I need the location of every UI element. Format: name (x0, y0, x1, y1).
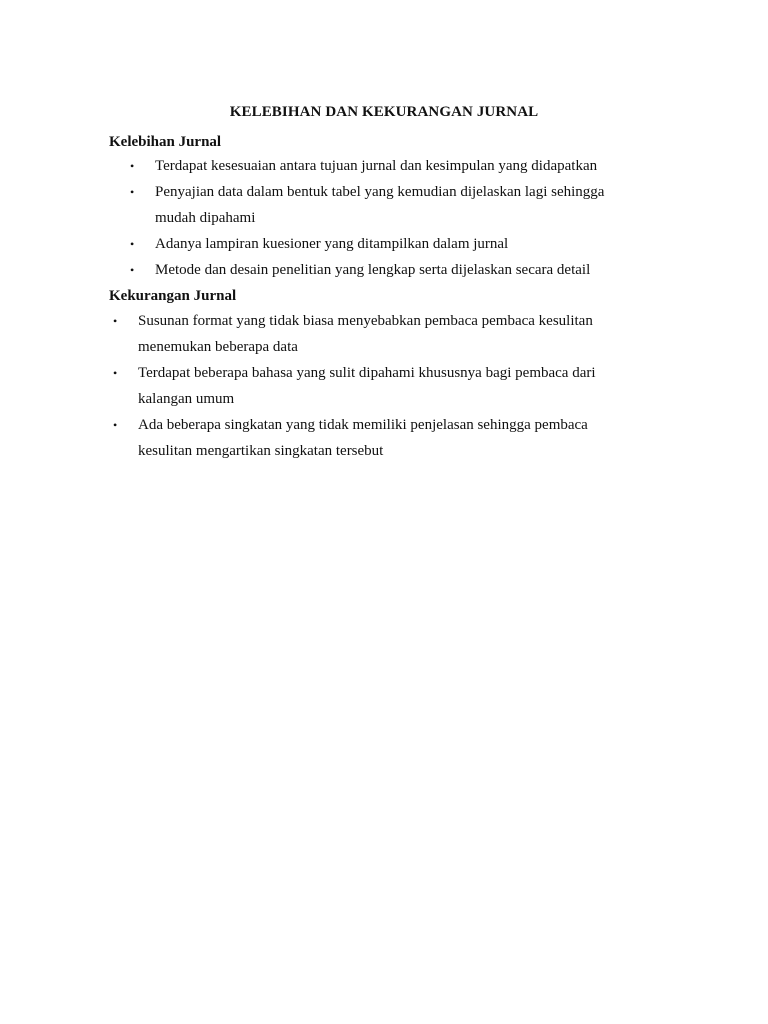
list-item (130, 179, 635, 231)
list-item-text: Susunan format yang tidak biasa menyebabkan pembaca pembaca kesulitan menemukan beberapa data (138, 313, 593, 355)
list-item (113, 360, 628, 412)
list-item-text: Terdapat beberapa bahasa yang sulit dipahami khususnya bagi pembaca dari kalangan umum (138, 365, 596, 407)
document-title: KELEBIHAN DAN KEKURANGAN JURNAL (229, 104, 539, 120)
list-item (130, 231, 635, 257)
bullet-icon: • (113, 418, 118, 432)
list-item-text: Terdapat kesesuaian antara tujuan jurnal dan kesimpulan yang didapatkan (155, 158, 598, 174)
bullet-icon: • (130, 237, 135, 251)
bullet-icon: • (113, 314, 118, 328)
kekurangan-list (113, 308, 628, 464)
kelebihan-heading: Kelebihan Jurnal (109, 134, 222, 150)
list-item-text: Adanya lampiran kuesioner yang ditampilkan dalam jurnal (155, 236, 509, 252)
kekurangan-heading: Kekurangan Jurnal (109, 288, 237, 304)
list-item (130, 153, 635, 179)
bullet-icon: • (130, 185, 135, 199)
list-item (113, 412, 628, 464)
list-item (130, 257, 635, 283)
list-item (113, 308, 628, 360)
bullet-icon: • (113, 366, 118, 380)
kelebihan-list (130, 153, 635, 283)
bullet-icon: • (130, 159, 135, 173)
list-item-text: Metode dan desain penelitian yang lengkap serta dijelaskan secara detail (155, 262, 591, 278)
list-item-text: Ada beberapa singkatan yang tidak memiliki penjelasan sehingga pembaca kesulitan mengartikan singkatan tersebut (138, 417, 588, 459)
list-item-text: Penyajian data dalam bentuk tabel yang kemudian dijelaskan lagi sehingga mudah dipahami (155, 184, 605, 226)
bullet-icon: • (130, 263, 135, 277)
